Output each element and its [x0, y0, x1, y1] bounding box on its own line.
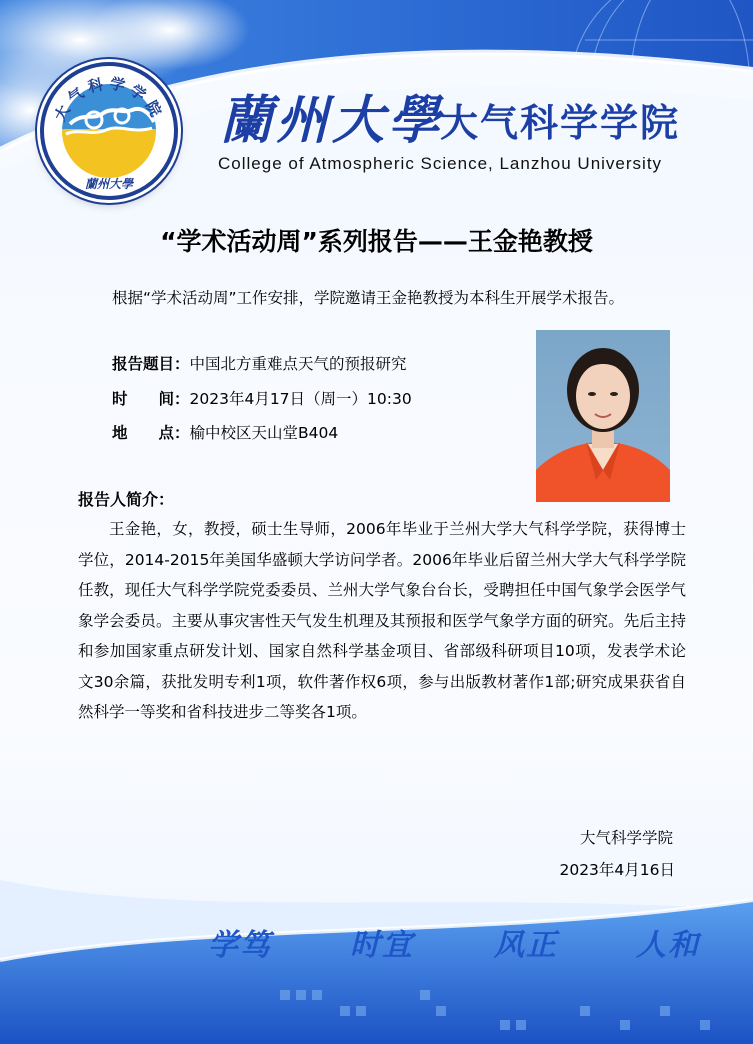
signature-date: 2023年4月16日	[559, 861, 675, 879]
bio-heading: 报告人简介：	[78, 490, 175, 509]
signature-org: 大气科学学院	[579, 829, 673, 847]
college-name-en: College of Atmospheric Science, Lanzhou University	[218, 154, 663, 173]
speaker-portrait-icon	[536, 330, 670, 502]
motto-word-3: 风正	[494, 928, 558, 963]
intro-paragraph: 根据“学术活动周”工作安排，学院邀请王金艳教授为本科生开展学术报告。	[112, 289, 625, 307]
page-title: “学术活动周”系列报告——王金艳教授	[160, 227, 593, 256]
university-calligraphy-logo: 蘭州大學	[220, 90, 445, 151]
seal-bottom-text: 蘭州大學	[84, 177, 134, 191]
place-label: 地 点：	[112, 424, 190, 442]
topic-label: 报告题目：	[112, 355, 190, 373]
motto-word-1: 学笃	[208, 928, 272, 963]
time-label: 时 间：	[112, 390, 190, 408]
college-seal	[40, 62, 178, 200]
header-banner	[0, 0, 753, 215]
time-value: 2023年4月17日（周一）10:30	[189, 390, 412, 408]
college-name-cn: 大气科学学院	[440, 101, 681, 145]
topic-value: 中国北方重难点天气的预报研究	[189, 355, 407, 373]
seal-ring	[44, 66, 174, 196]
motto-word-4: 人和	[636, 928, 700, 963]
motto-word-2: 时宜	[350, 928, 414, 963]
bio-paragraph: 王金艳，女，教授，硕士生导师，2006年毕业于兰州大学大气科学学院，获得博士学位，2014-2015年美国华盛顿大学访问学者。2006年毕业后留兰州大学大气科学学院任教，现任大气科学学院党委委员、兰州大学气象台台长，受聘担任中国气象学会医学气象学会委员。主要从事灾害性天气发生机理及其预报和医学气象学方面的研究。先后主持和参加国家重点研发计划、国家自然科学基金项目、省部级科研项目10项，发表学术论文30余篇，获批发明专利1项，软件著作权6项，参与出版教材著作1部;研究成果获省自然科学一等奖和省科技进步二等奖各1项。	[78, 520, 686, 721]
seal-ring-text: 大气科学学院	[50, 74, 168, 125]
info-time	[112, 387, 412, 409]
svg-text:大气科学学院	[51, 74, 168, 124]
speaker-photo	[536, 330, 670, 502]
place-value: 榆中校区天山堂B404	[189, 424, 339, 442]
info-topic	[112, 352, 407, 374]
info-place	[112, 421, 338, 443]
